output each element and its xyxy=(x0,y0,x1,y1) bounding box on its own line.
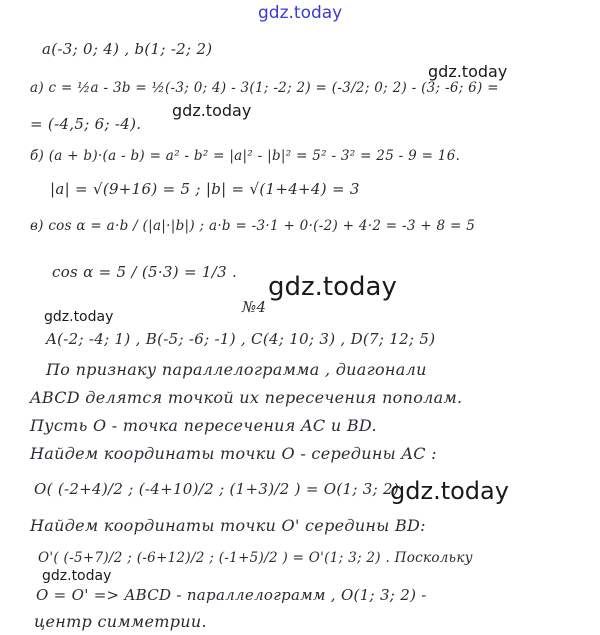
text-line: Найдем координаты точки O' середины BD: xyxy=(30,516,426,535)
task-a-line2: = (-4,5; 6; -4). xyxy=(30,115,142,133)
text-line: Найдем координаты точки O - середины AC : xyxy=(30,444,437,463)
task-b-line1: б) (a + b)·(a - b) = a² - b² = |a|² - |b|² = 5² - 3² = 25 - 9 = 16. xyxy=(30,148,461,164)
task-c-line1: в) cos α = a·b / (|a|·|b|) ; a·b = -3·1 + 0·(-2) + 4·2 = -3 + 8 = 5 xyxy=(30,218,476,234)
text-line: O = O' => ABCD - параллелограмм , O(1; 3; 2) - xyxy=(36,586,427,604)
task-c-line2: cos α = 5 / (5·3) = 1/3 . xyxy=(52,263,238,281)
watermark: gdz.today xyxy=(268,272,397,302)
given-vectors: a(-3; 0; 4) , b(1; -2; 2) xyxy=(42,40,213,58)
text-line: центр симметрии. xyxy=(34,612,207,631)
problem-number: №4 xyxy=(242,298,267,316)
text-line: Пусть O - точка пересечения AC и BD. xyxy=(30,416,377,435)
watermark: gdz.today xyxy=(172,101,252,120)
watermark: gdz.today xyxy=(42,568,112,584)
task-b-line2: |a| = √(9+16) = 5 ; |b| = √(1+4+4) = 3 xyxy=(50,180,360,198)
task-a-line1: а) c = ½a - 3b = ½(-3; 0; 4) - 3(1; -2; 2) = (-3/2; 0; 2) - (3; -6; 6) = xyxy=(30,80,499,96)
text-line: ABCD делятся точкой их пересечения пополам. xyxy=(30,388,463,407)
formula-O-prime: O'( (-5+7)/2 ; (-6+12)/2 ; (-1+5)/2 ) = O'(1; 3; 2) . Поскольку xyxy=(38,550,473,566)
formula-O: O( (-2+4)/2 ; (-4+10)/2 ; (1+3)/2 ) = O(1; 3; 2) xyxy=(34,480,400,498)
watermark-top: gdz.today xyxy=(258,3,343,23)
watermark: gdz.today xyxy=(390,477,509,505)
watermark: gdz.today xyxy=(44,309,114,325)
watermark: gdz.today xyxy=(428,62,508,81)
text-line: По признаку параллелограмма , диагонали xyxy=(46,360,427,379)
points-line: A(-2; -4; 1) , B(-5; -6; -1) , C(4; 10; 3) , D(7; 12; 5) xyxy=(46,330,436,348)
